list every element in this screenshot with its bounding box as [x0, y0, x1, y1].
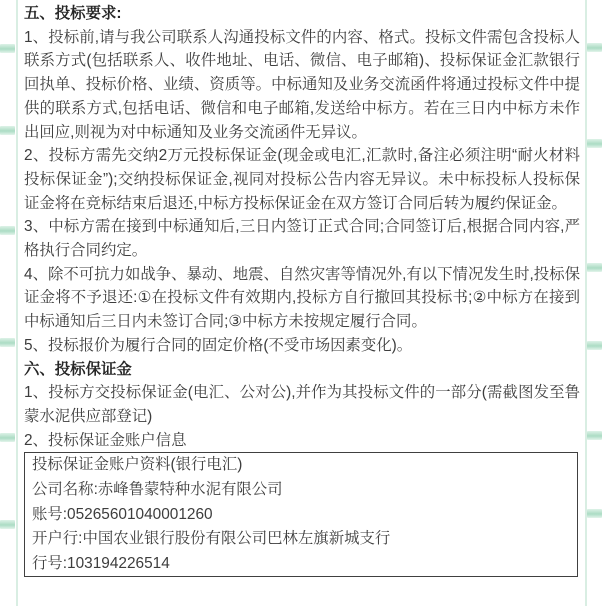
- account-bank-code-row: 行号:103194226514: [32, 554, 170, 572]
- deposit-account-info-box: [24, 452, 578, 577]
- section-6-heading: 六、投标保证金: [24, 360, 132, 378]
- section-5-paragraph-3: 3、中标方需在接到中标通知后,三日内签订正式合同;合同签订后,根据合同内容,严格执行合同约定。: [24, 218, 580, 260]
- section-5-paragraph-5: 5、投标报价为履行合同的固定价格(不受市场因素变化)。: [24, 336, 413, 354]
- edge-highlight-mark: [0, 433, 15, 442]
- section-6-paragraph-2: 2、投标保证金账户信息: [24, 431, 187, 449]
- section-5-paragraph-4: 4、除不可抗力如战争、暴动、地震、自然灾害等情况外,有以下情况发生时,投标保证金将不予退还:①在投标文件有效期内,投标方自行撤回其投标书;②中标方在接到中标通知后三日内未签订合同;③中标方未按规定履行合同。: [24, 265, 580, 331]
- edge-highlight-mark: [0, 44, 15, 53]
- edge-highlight-mark: [0, 520, 15, 529]
- edge-highlight-mark: [587, 341, 602, 350]
- section-5-paragraph-2: 2、投标方需先交纳2万元投标保证金(现金或电汇,汇款时,备注必须注明“耐火材料投标保证金”);交纳投标保证金,视同对投标公告内容无异议。未中标投标人投标保证金将在竞标结束后退还,中标方投标保证金在双方签订合同后转为履约保证金。: [24, 147, 580, 212]
- section-5-heading: 五、投标要求:: [24, 5, 122, 22]
- edge-highlight-mark: [587, 431, 602, 440]
- account-number-row: 账号:05265601040001260: [32, 505, 213, 523]
- edge-highlight-mark: [587, 139, 602, 148]
- document-content: [24, 2, 580, 577]
- left-page-edge-line: [16, 0, 18, 606]
- edge-highlight-mark: [0, 126, 15, 135]
- edge-highlight-mark: [0, 226, 15, 235]
- edge-highlight-mark: [587, 43, 602, 52]
- account-company-name-row: 公司名称:赤峰鲁蒙特种水泥有限公司: [32, 480, 283, 498]
- edge-highlight-mark: [587, 263, 602, 272]
- section-6-paragraph-1: 1、投标方交投标保证金(电汇、公对公),并作为其投标文件的一部分(需截图发至鲁蒙水泥供应部登记): [24, 384, 580, 425]
- edge-highlight-mark: [587, 509, 602, 518]
- section-5-paragraph-1: 1、投标前,请与我公司联系人沟通投标文件的内容、格式。投标文件需包含投标人联系方式(包括联系人、收件地址、电话、微信、电子邮箱)、投标保证金汇款银行回执单、投标价格、业绩、资质等。中标通知及业务交流函件将通过投标文件中提供的联系方式,包括电话、微信和电子邮箱,发送给中标方。若在三日内中标方未作出回应,则视为对中标通知及业务交流函件无异议。: [24, 28, 580, 141]
- account-box-title-row: 投标保证金账户资料(银行电汇): [32, 456, 243, 474]
- account-bank-row: 开户行:中国农业银行股份有限公司巴林左旗新城支行: [32, 530, 391, 548]
- edge-highlight-mark: [0, 338, 15, 347]
